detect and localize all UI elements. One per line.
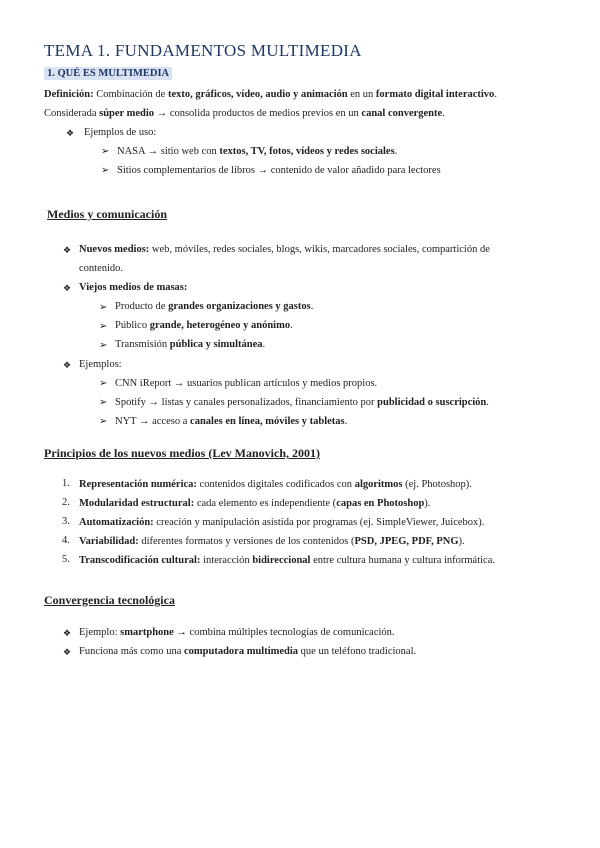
list-item <box>115 338 265 352</box>
text-run: interacción <box>200 555 253 566</box>
list-item <box>79 497 430 511</box>
text-run: diferentes formatos y versiones de los contenidos ( <box>138 536 355 547</box>
diamond-bullet-icon: ❖ <box>63 360 72 370</box>
text-run: . <box>344 416 348 427</box>
list-item-continuation <box>79 262 123 276</box>
diamond-bullet-icon: ❖ <box>66 128 75 138</box>
arrow-bullet-icon: ➢ <box>99 340 108 351</box>
bold-text: formato digital interactivo <box>375 89 495 100</box>
list-item <box>115 300 313 314</box>
text-run: Spotify → listas y canales personalizados, financiamiento por <box>115 397 378 408</box>
bold-text: Definición: <box>44 89 94 100</box>
bold-text: bidireccional <box>252 555 311 566</box>
list-item <box>117 164 441 178</box>
text-run: contenidos digitales codificados con <box>196 479 355 490</box>
text-run: web, móviles, redes sociales, blogs, wikis, marcadores sociales, compartición de <box>149 244 490 255</box>
bold-text: textos, TV, fotos, vídeos y redes sociales <box>219 146 395 157</box>
definition-line-2 <box>44 107 445 121</box>
text-run: Transmisión <box>115 339 170 350</box>
list-item <box>79 243 490 257</box>
section-heading-convergencia: Convergencia tecnológica <box>44 593 175 607</box>
text-run: . <box>442 108 445 119</box>
list-number: 4. <box>62 535 70 546</box>
page-title: TEMA 1. FUNDAMENTOS MULTIMEDIA <box>44 41 362 60</box>
bold-text: súper medio <box>99 108 155 119</box>
list-item <box>79 626 395 640</box>
bold-text: publicidad o suscripción <box>377 397 487 408</box>
text-run: Producto de <box>115 301 169 312</box>
list-item <box>79 358 122 372</box>
text-run: Ejemplos: <box>79 359 122 370</box>
arrow-bullet-icon: ➢ <box>101 165 110 176</box>
bold-text: Nuevos medios: <box>79 244 150 255</box>
bold-text: canales en línea, móviles y tabletas <box>190 416 345 427</box>
list-item <box>79 554 495 568</box>
arrow-bullet-icon: ➢ <box>101 146 110 157</box>
list-item <box>79 645 416 659</box>
text-run: NYT → acceso a <box>115 416 191 427</box>
text-run: CNN iReport → usuarios publican artículos y medios propios. <box>115 378 378 389</box>
list-number: 1. <box>62 478 70 489</box>
arrow-bullet-icon: ➢ <box>99 397 108 408</box>
bold-text: smartphone <box>120 627 174 638</box>
text-run: ). <box>458 536 465 547</box>
list-item <box>115 377 377 391</box>
text-run: Combinación de <box>93 89 168 100</box>
list-item <box>115 319 293 333</box>
bold-text: canal convergente <box>361 108 443 119</box>
text-run: . <box>262 339 266 350</box>
text-run: que un teléfono tradicional. <box>298 646 417 657</box>
arrow-bullet-icon: ➢ <box>99 302 108 313</box>
text-run: . <box>494 89 497 100</box>
bold-text: Modularidad estructural: <box>79 498 195 509</box>
list-item <box>117 145 397 159</box>
bold-text: grande, heterogéneo y anónimo <box>149 320 291 331</box>
section-heading-multimedia: 1. QUÉ ES MULTIMEDIA <box>44 67 172 80</box>
text-run: . <box>310 301 314 312</box>
list-item <box>79 516 484 530</box>
arrow-bullet-icon: ➢ <box>99 378 108 389</box>
list-number: 2. <box>62 497 70 508</box>
text-run: . <box>394 146 398 157</box>
list-item <box>79 478 472 492</box>
text-run: → combina múltiples tecnologías de comunicación. <box>173 627 395 638</box>
text-run: (ej. Photoshop). <box>402 479 472 490</box>
list-number: 3. <box>62 516 70 527</box>
list-item <box>79 281 187 295</box>
bold-text: PSD, JPEG, PDF, PNG <box>354 536 459 547</box>
list-item <box>79 535 465 549</box>
bold-text: texto, gráficos, vídeo, audio y animación <box>167 89 348 100</box>
arrow-bullet-icon: ➢ <box>99 321 108 332</box>
text-run: en un <box>347 89 376 100</box>
section-heading-principios: Principios de los nuevos medios (Lev Manovich, 2001) <box>44 446 321 460</box>
text-run: Ejemplo: <box>79 627 121 638</box>
list-item <box>115 396 489 410</box>
text-run: . <box>290 320 293 331</box>
uso-label <box>84 126 156 140</box>
text-run: Público <box>115 320 150 331</box>
bold-text: algoritmos <box>354 479 403 490</box>
text-run: ). <box>424 498 431 509</box>
bold-text: Automatización: <box>79 517 154 528</box>
text-run: Considerada <box>44 108 100 119</box>
bold-text: Variabilidad: <box>79 536 139 547</box>
bold-text: Transcodificación cultural: <box>79 555 201 566</box>
text-run: Ejemplos de uso: <box>84 127 157 138</box>
bold-text: Representación numérica: <box>79 479 197 490</box>
diamond-bullet-icon: ❖ <box>63 628 72 638</box>
bold-text: pública y simultánea <box>169 339 263 350</box>
text-run: Funciona más como una <box>79 646 184 657</box>
text-run: creación y manipulación asistida por programas (ej. SimpleViewer, Juicebox). <box>153 517 485 528</box>
list-item <box>115 415 347 429</box>
text-run: Sitios complementarios de libros → contenido de valor añadido para lectores <box>117 165 441 176</box>
bold-text: computadora multimedia <box>183 646 299 657</box>
list-number: 5. <box>62 554 70 565</box>
definition-line <box>44 88 497 102</box>
text-run: contenido. <box>79 263 124 274</box>
bold-text: Viejos medios de masas: <box>79 282 188 293</box>
text-run: . <box>486 397 489 408</box>
section-heading-medios: Medios y comunicación <box>47 207 167 221</box>
bold-text: grandes organizaciones y gastos <box>168 301 311 312</box>
diamond-bullet-icon: ❖ <box>63 647 72 657</box>
bold-text: capas en Photoshop <box>336 498 425 509</box>
diamond-bullet-icon: ❖ <box>63 283 72 293</box>
diamond-bullet-icon: ❖ <box>63 245 72 255</box>
text-run: entre cultura humana y cultura informática. <box>310 555 495 566</box>
text-run: → consolida productos de medios previos en un <box>154 108 362 119</box>
text-run: NASA → sitio web con <box>117 146 220 157</box>
arrow-bullet-icon: ➢ <box>99 416 108 427</box>
text-run: cada elemento es independiente ( <box>194 498 337 509</box>
